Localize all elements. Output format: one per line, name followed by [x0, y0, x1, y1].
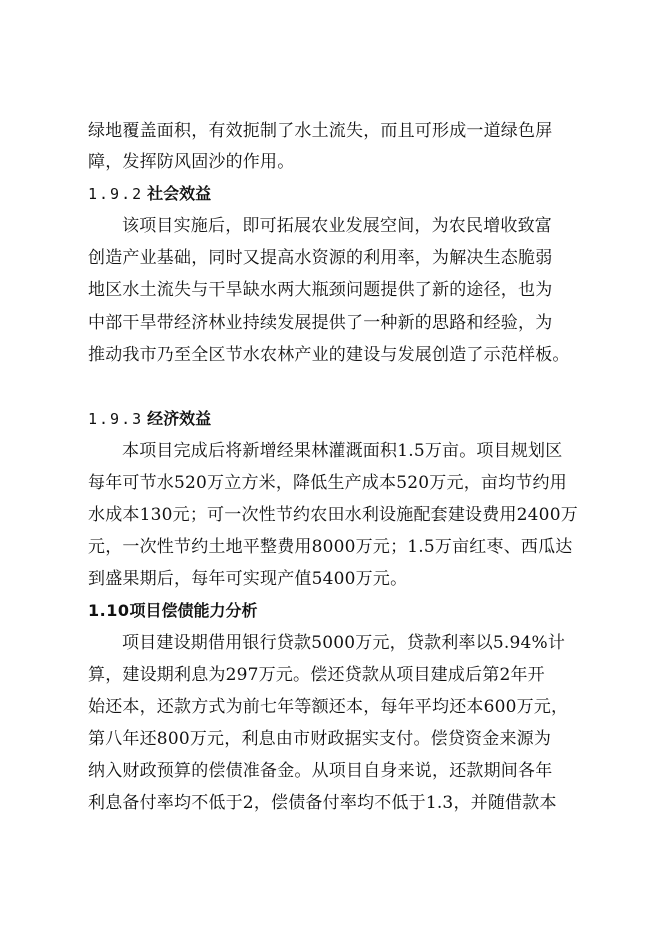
section-heading-social	[88, 182, 211, 206]
economic-line-2: 每年可节水520万立方米，降低生产成本520万元，亩均节约用	[88, 473, 567, 493]
intro-line-2: 障，发挥防风固沙的作用。	[88, 152, 295, 172]
social-line-3: 地区水土流失与干旱缺水两大瓶颈问题提供了新的途径，也为	[88, 280, 553, 300]
repayment-line-3: 始还本，还款方式为前七年等额还本，每年平均还本600万元，	[88, 697, 569, 717]
social-line-4: 中部干旱带经济林业持续发展提供了一种新的思路和经验，为	[88, 313, 553, 333]
economic-line-3: 水成本130元；可一次性节约农田水利设施配套建设费用2400万	[88, 505, 578, 525]
social-line-5: 推动我市乃至全区节水农林产业的建设与发展创造了示范样板。	[88, 345, 570, 365]
section-number: 1.10	[88, 601, 130, 620]
repayment-line-5: 纳入财政预算的偿债准备金。从项目自身来说，还款期间各年	[88, 761, 553, 781]
economic-line-1: 本项目完成后将新增经果林灌溉面积1.5万亩。项目规划区	[122, 441, 563, 461]
repayment-line-2: 算，建设期利息为297万元。偿还贷款从项目建成后第2年开	[88, 665, 545, 685]
section-title: 经济效益	[147, 409, 212, 428]
section-title: 社会效益	[147, 184, 212, 203]
section-heading-economic	[88, 407, 211, 431]
repayment-line-6: 利息备付率均不低于2，偿债备付率均不低于1.3，并随借款本	[88, 793, 557, 813]
repayment-line-1: 项目建设期借用银行贷款5000万元，贷款利率以5.94%计	[122, 633, 566, 653]
section-heading-repayment	[88, 599, 258, 623]
economic-line-4: 元，一次性节约土地平整费用8000万元；1.5万亩红枣、西瓜达	[88, 537, 573, 557]
section-title: 项目偿债能力分析	[129, 601, 258, 620]
repayment-line-4: 第八年还800万元，利息由市财政据实支付。偿贷资金来源为	[88, 729, 552, 749]
section-number: 1.9.3	[88, 410, 144, 428]
intro-line-1: 绿地覆盖面积，有效扼制了水土流失，而且可形成一道绿色屏	[88, 121, 553, 141]
section-number: 1.9.2	[88, 185, 144, 203]
social-line-2: 创造产业基础，同时又提高水资源的利用率，为解决生态脆弱	[88, 248, 553, 268]
social-line-1: 该项目实施后，即可拓展农业发展空间，为农民增收致富	[122, 216, 552, 236]
economic-line-5: 到盛果期后，每年可实现产值5400万元。	[88, 569, 408, 589]
